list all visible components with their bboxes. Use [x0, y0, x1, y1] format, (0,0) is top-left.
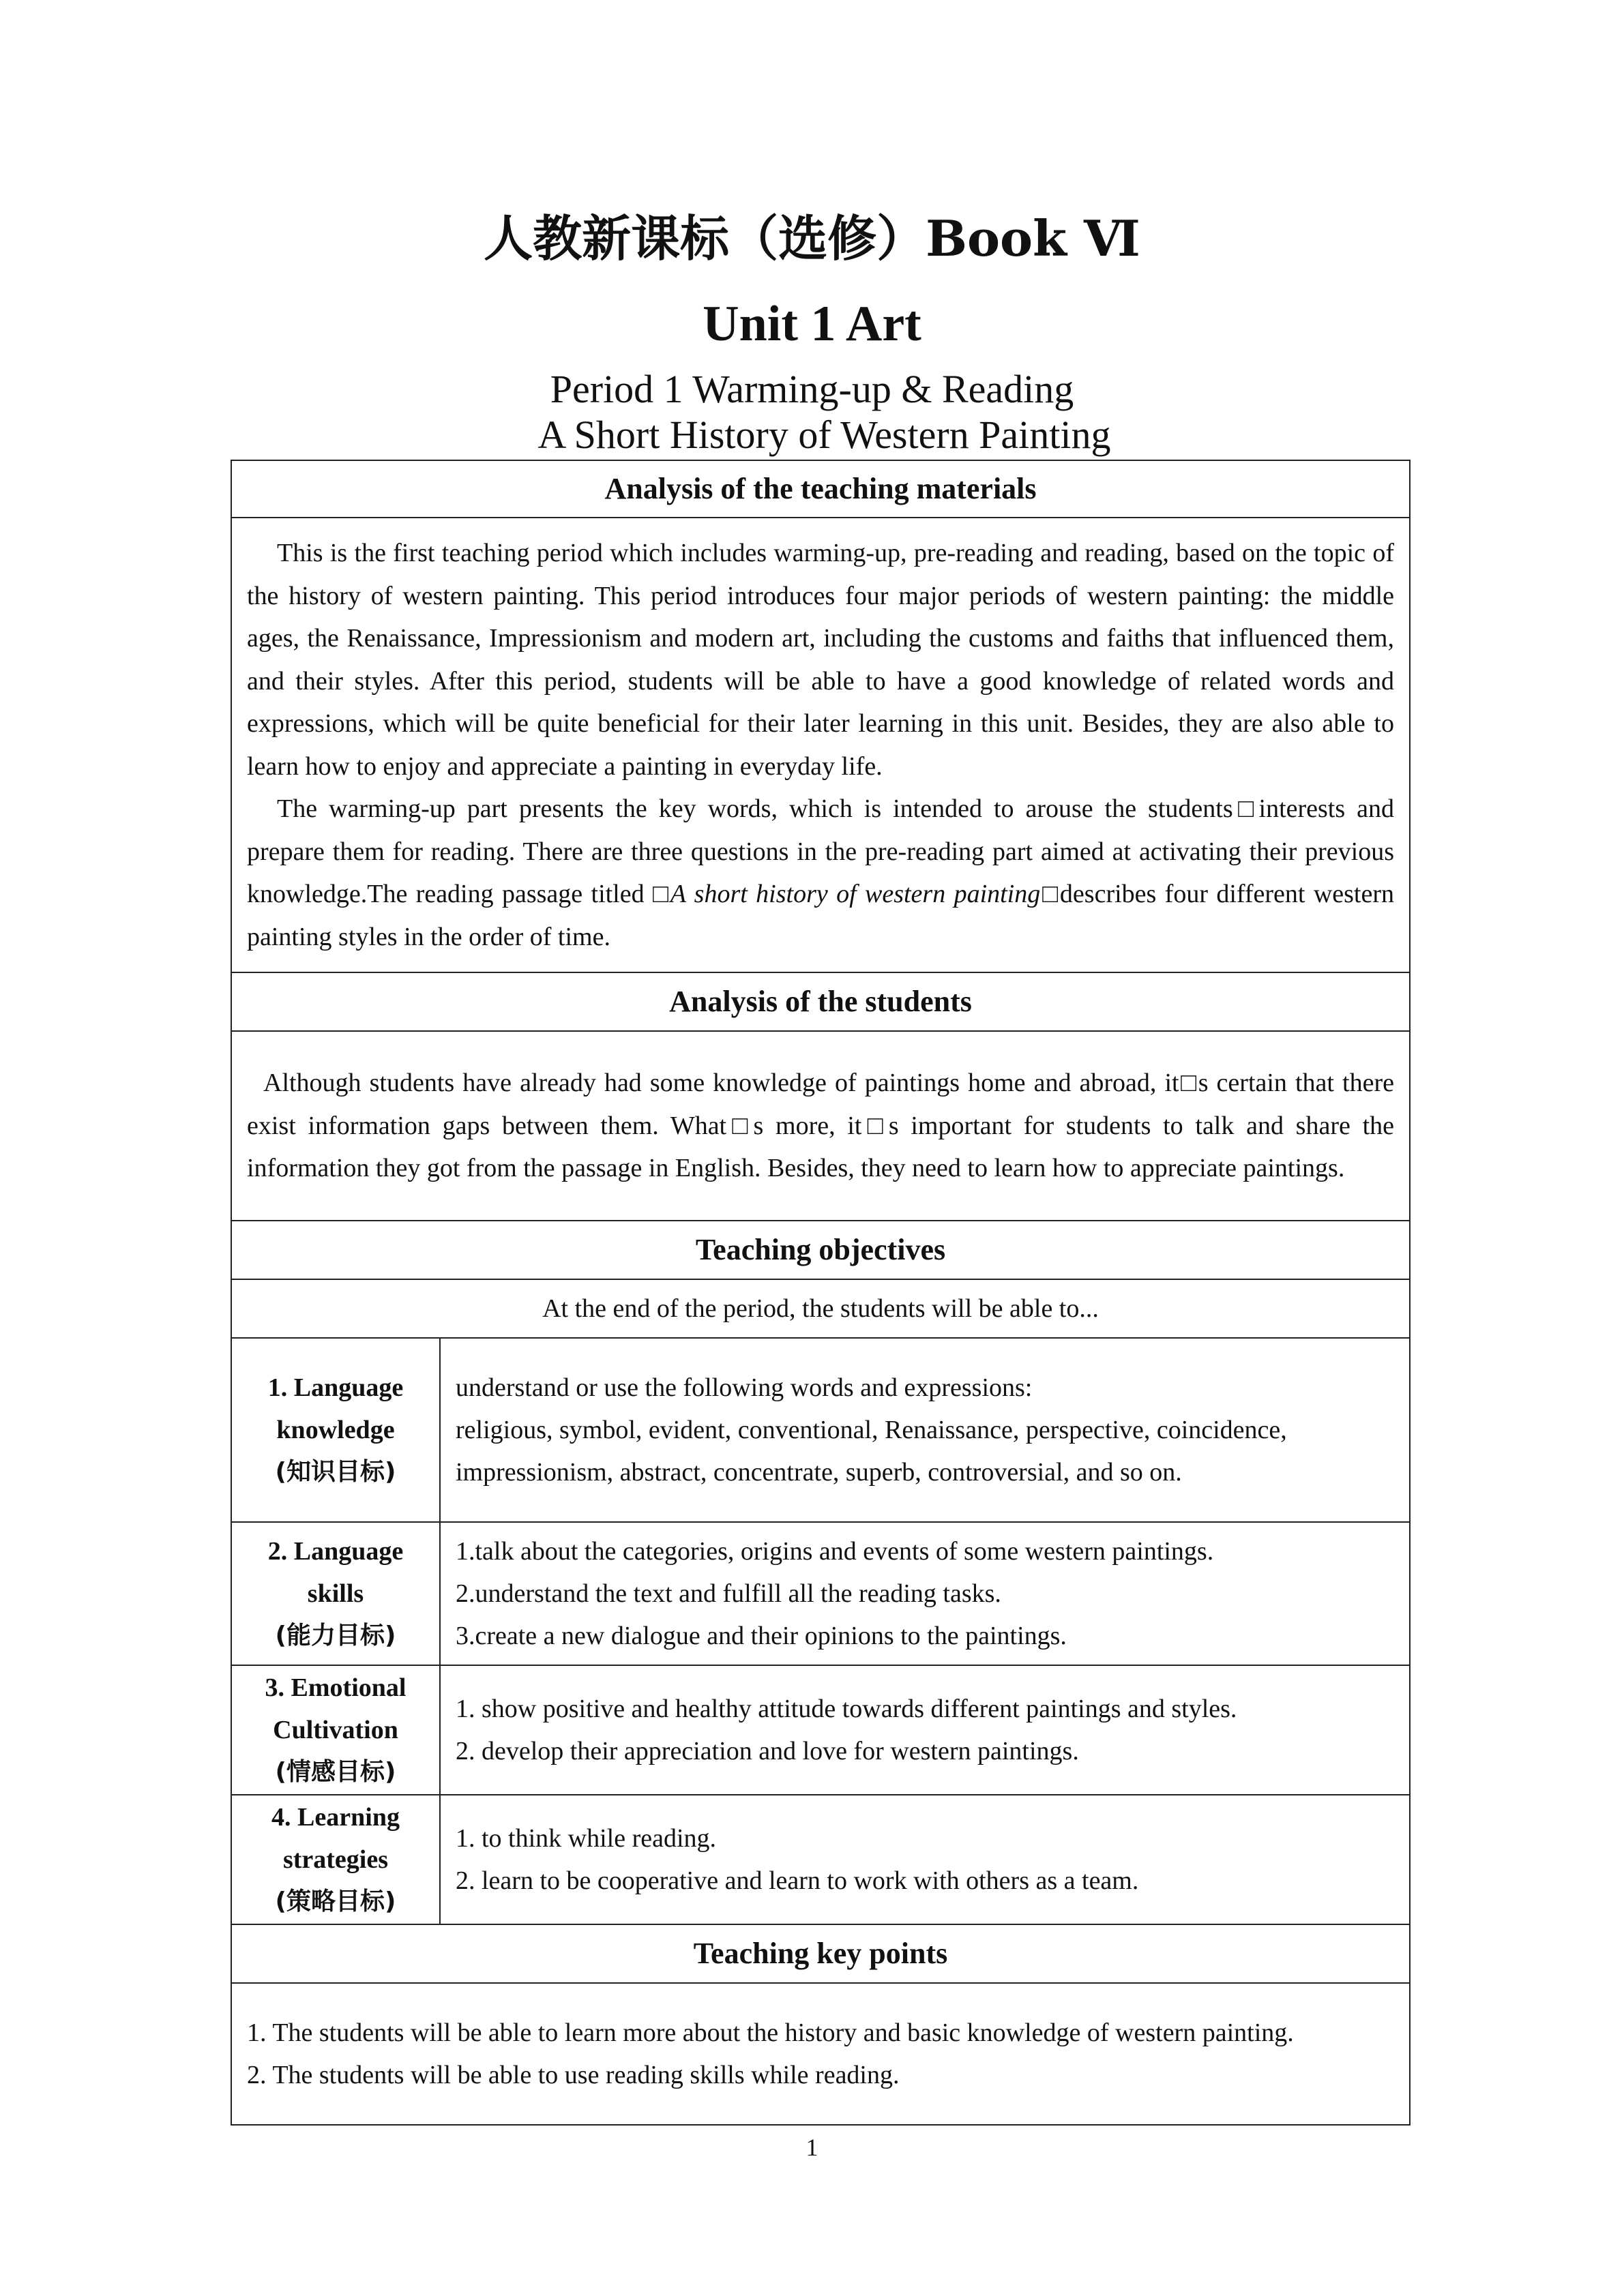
keypoints-list — [231, 1983, 1410, 2125]
objective-label-cn: (知识目标) — [275, 1458, 396, 1486]
passage-title: A Short History of Western Painting — [537, 413, 1111, 457]
objective-label-line: Cultivation — [273, 1716, 398, 1744]
materials-paragraph-2-end: □describes four different western painting styles in the order of time. — [247, 880, 1394, 951]
objective-row-knowledge — [231, 1338, 1410, 1522]
objective-line: 2. develop their appreciation and love for western paintings. — [456, 1737, 1079, 1765]
students-body-row — [231, 1031, 1410, 1221]
materials-analysis — [231, 518, 1410, 972]
objective-label-cn: (策略目标) — [275, 1888, 396, 1915]
objective-row-emotional — [231, 1665, 1410, 1795]
materials-heading: Analysis of the teaching materials — [231, 460, 1410, 518]
keypoint-item: 1. The students will be able to learn more about the history and basic knowledge of western painting. — [247, 2018, 1294, 2047]
objective-label-line: 2. Language — [267, 1537, 404, 1566]
objectives-heading-row — [231, 1221, 1410, 1279]
objective-line: religious, symbol, evident, conventional, Renaissance, perspective, coincidence, impressionism, abstract, concentrate, superb, controversial, and so on. — [456, 1416, 1287, 1487]
objective-line: 2. learn to be cooperative and learn to work with others as a team. — [456, 1866, 1139, 1895]
materials-heading-row — [231, 460, 1410, 518]
lesson-plan-table — [231, 460, 1411, 2126]
period-title: Period 1 Warming-up & Reading — [550, 367, 1074, 411]
keypoints-body-row — [231, 1983, 1410, 2125]
materials-paragraph-1: This is the first teaching period which includes warming-up, pre-reading and reading, based on the topic of the history of western painting. This period introduces four major periods of western painting: the middle ages, the Renaissance, Impressionism and modern art, including the customs and faiths that influenced them, and their styles. After this period, students will be able to have a good knowledge of related words and expressions, which will be quite beneficial for their later learning in this unit. Besides, they are also able to learn how to enjoy and appreciate a painting in everyday life. — [247, 539, 1394, 781]
objective-label-line: skills — [307, 1579, 364, 1608]
keypoint-item: 2. The students will be able to use reading skills while reading. — [247, 2061, 900, 2089]
students-heading-row — [231, 972, 1410, 1031]
materials-body-row — [231, 518, 1410, 972]
objective-label — [231, 1338, 440, 1522]
objectives-intro-row — [231, 1279, 1410, 1338]
objective-line: 1. show positive and healthy attitude towards different paintings and styles. — [456, 1695, 1237, 1723]
objective-label-line: 3. Emotional — [265, 1673, 407, 1702]
passage-title-italic: A short history of western painting — [670, 880, 1041, 908]
objective-label-line: 1. Language — [267, 1373, 404, 1402]
objective-row-skills — [231, 1522, 1410, 1665]
objective-line: 2.understand the text and fulfill all the reading tasks. — [456, 1579, 1001, 1608]
objectives-intro: At the end of the period, the students will be able to... — [231, 1279, 1410, 1338]
objective-label — [231, 1795, 440, 1924]
materials-paragraph-2-start: The warming-up part presents the key words, which is intended to arouse the students□interests and prepare them for reading. There are three questions in the pre-reading part aimed at activating their previous knowledge.The reading passage titled □ — [247, 794, 1394, 908]
objective-row-strategies — [231, 1795, 1410, 1924]
objective-line: 1. to think while reading. — [456, 1824, 717, 1853]
objective-content — [440, 1795, 1410, 1924]
unit-title: Unit 1 Art — [703, 296, 921, 352]
students-heading: Analysis of the students — [231, 972, 1410, 1031]
objective-label — [231, 1522, 440, 1665]
objective-label-line: strategies — [282, 1845, 389, 1874]
students-analysis — [231, 1031, 1410, 1221]
keypoints-heading-row — [231, 1924, 1410, 1983]
objective-label-line: knowledge — [276, 1416, 395, 1444]
objective-line: 3.create a new dialogue and their opinions to the paintings. — [456, 1622, 1067, 1650]
keypoints-heading: Teaching key points — [231, 1924, 1410, 1983]
document-title: 人教新课标（选修）Book Ⅵ — [484, 209, 1140, 267]
objectives-heading: Teaching objectives — [231, 1221, 1410, 1279]
objective-content — [440, 1338, 1410, 1522]
page-number: 1 — [806, 2134, 818, 2161]
materials-paragraph-2 — [247, 788, 1394, 958]
objective-line: understand or use the following words and expressions: — [456, 1373, 1033, 1402]
objective-content — [440, 1522, 1410, 1665]
objective-content — [440, 1665, 1410, 1795]
objective-label — [231, 1665, 440, 1795]
objective-line: 1.talk about the categories, origins and events of some western paintings. — [456, 1537, 1214, 1566]
students-paragraph: Although students have already had some knowledge of paintings home and abroad, it□s certain that there exist information gaps between them. What□s more, it□s important for students to talk and share the information they got from the passage in English. Besides, they need to learn how to appreciate paintings. — [247, 1069, 1394, 1183]
objective-label-cn: (能力目标) — [275, 1622, 396, 1650]
objective-label-line: 4. Learning — [271, 1803, 400, 1832]
objective-label-cn: (情感目标) — [275, 1758, 396, 1786]
